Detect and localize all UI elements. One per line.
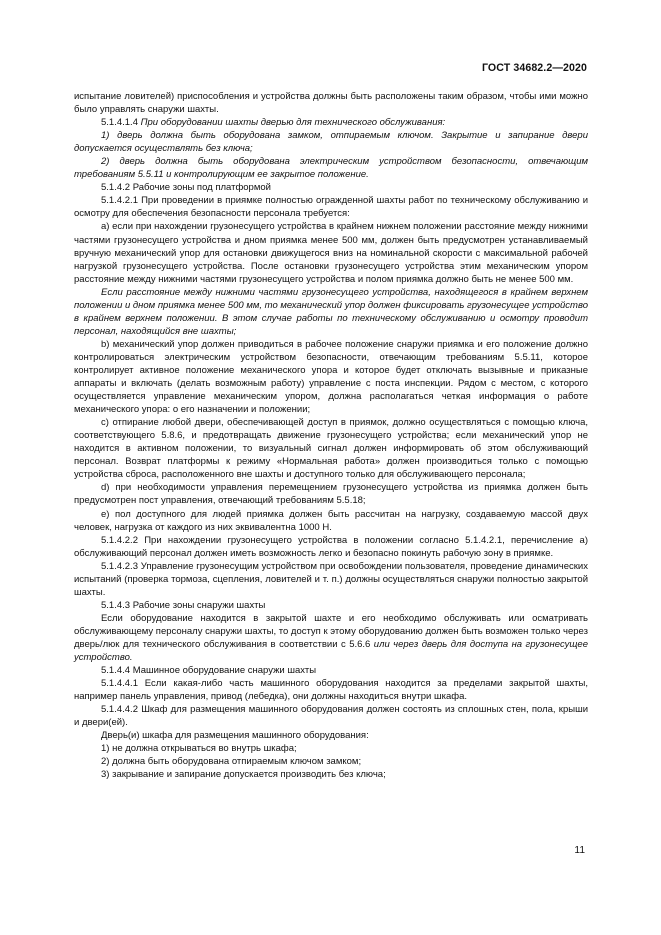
cabinet-door-item-2: 2) должна быть оборудована отпираемым ключом замком; [101,756,362,768]
clause-5-1-4-2-2: 5.1.4.2.2 При нахождении грузонесущего устройства в положении согласно 5.1.4.2.1, перечисление a) обслуживающий персонал должен иметь возможность легко и безопасно покинуть рабочую зону в приямке. [74,534,588,559]
cabinet-door-item-3: 3) закрывание и запирание допускается производить без ключа; [101,769,386,781]
cabinet-door-item-1: 1) не должна открываться во внутрь шкафа; [101,743,297,755]
standard-code-header: ГОСТ 34682.2—2020 [481,62,587,74]
document-body [74,90,588,781]
clause-5-1-4-3-body: Если оборудование находится в закрытой шахте и его необходимо обслуживать или осматривать обслуживающему персоналу снаружи шахты, то доступ к этому оборудованию должен быть возможен только через дверь/люк для технического обслуживания в соответствии с 5.6.6 или через дверь для доступа на грузонесущее устройство. [74,612,588,664]
italic-note-mechanical-stop: Если расстояние между нижними частями грузонесущего устройства, находящегося в крайнем верхнем положении и дном приямка менее 500 мм, то механический упор должен фиксировать грузонесущее устройство в крайнем верхнем положении. В этом случае работы по техническому обслуживанию и осмотру проводит персонал, находящийся вне шахты; [74,286,588,337]
door-requirement-2: 2) дверь должна быть оборудована электрическим устройством безопасности, отвечающим требованиям 5.5.11 и контролирующим ее закрытое положение. [74,156,588,181]
clause-5-1-4-4-2: 5.1.4.4.2 Шкаф для размещения машинного оборудования должен состоять из сплошных стен, пола, крыши и двери(ей). [74,704,588,729]
clause-5-1-4-4-1: 5.1.4.4.1 Если какая-либо часть машинного оборудования находится за пределами закрытой шахты, например панель управления, привод (лебедка), они должны находиться внутри шкафа. [74,678,588,703]
door-requirement-1: 1) дверь должна быть оборудована замком, отпираемым ключом. Закрытие и запирание двери допускается осуществлять без ключа; [74,130,588,155]
list-item-a: a) если при нахождении грузонесущего устройства в крайнем нижнем положении расстояние между нижними частями грузонесущего устройства и дном приямка менее 500 мм, должен быть предусмотрен устанавливаемый вручную механический упор для остановки движущегося вниз на номинальной скорости с максимальной рабочей нагрузкой грузонесущего устройства. После остановки грузонесущего устройства этим механическим упором расстояние между нижними частями грузонесущего устройства и полом приямка должно быть не менее 500 мм. [74,221,588,285]
clause-5-1-4-2-heading: 5.1.4.2 Рабочие зоны под платформой [101,182,271,194]
list-item-d: d) при необходимости управления перемещением грузонесущего устройства из приямка должен быть предусмотрен пост управления, отвечающий требованиям 5.5.18; [74,482,588,507]
clause-5-1-4-4-heading: 5.1.4.4 Машинное оборудование снаружи шахты [101,665,317,677]
list-item-c: c) отпирание любой двери, обеспечивающей доступ в приямок, должно осуществляться с помощью ключа, соответствующего 5.8.6, и предотвращать движение грузонесущего устройства; если механический упор не находится в активном положении, то визуальный сигнал должен информировать об этом обслуживающий персонал. Возврат платформы к режиму «Нормальная работа» должен производиться только с помощью устройства сброса, расположенного вне шахты и доступного только для обслуживающего персонала; [74,417,588,481]
list-item-b: b) механический упор должен приводиться в рабочее положение снаружи приямка и его положение должно контролироваться электрическим устройством безопасности, отвечающим требованиям 5.5.11, которое контролирует активное положение механического упора и которое будет отключать вызывные и приказные аппараты и включать (делать возможным работу) управление с поста инспекции. Рядом с местом, с которого осуществляется управление механическим упором, должна располагаться четкая информация о работе механического упора: о его назначении и положении; [74,338,588,416]
clause-5-1-4-2-1: 5.1.4.2.1 При проведении в приямке полностью огражденной шахты работ по техническому обслуживанию и осмотру для обеспечения безопасности персонала требуется: [74,195,588,220]
cabinet-door-intro: Дверь(и) шкафа для размещения машинного оборудования: [101,730,369,742]
paragraph-continuation: испытание ловителей) приспособления и устройства должны быть расположены таким образом, чтобы ими можно было управлять снаружи шахты. [74,91,588,116]
clause-5-1-4-1-4: 5.1.4.1.4 При оборудовании шахты дверью для технического обслуживания: [101,117,446,129]
list-item-e: e) пол доступного для людей приямка должен быть рассчитан на нагрузку, создаваемую массой двух человек, нагрузка от каждого из них эквивалентна 1000 Н. [74,508,588,533]
clause-5-1-4-3-heading: 5.1.4.3 Рабочие зоны снаружи шахты [101,599,266,611]
clause-5-1-4-2-3: 5.1.4.2.3 Управление грузонесущим устройством при освобождении пользователя, проведение динамических испытаний (проверка тормоза, сцепления, ловителей и т. п.) должны осуществляться снаружи полностью закрытой шахты. [74,560,588,598]
page-number: 11 [574,845,585,856]
